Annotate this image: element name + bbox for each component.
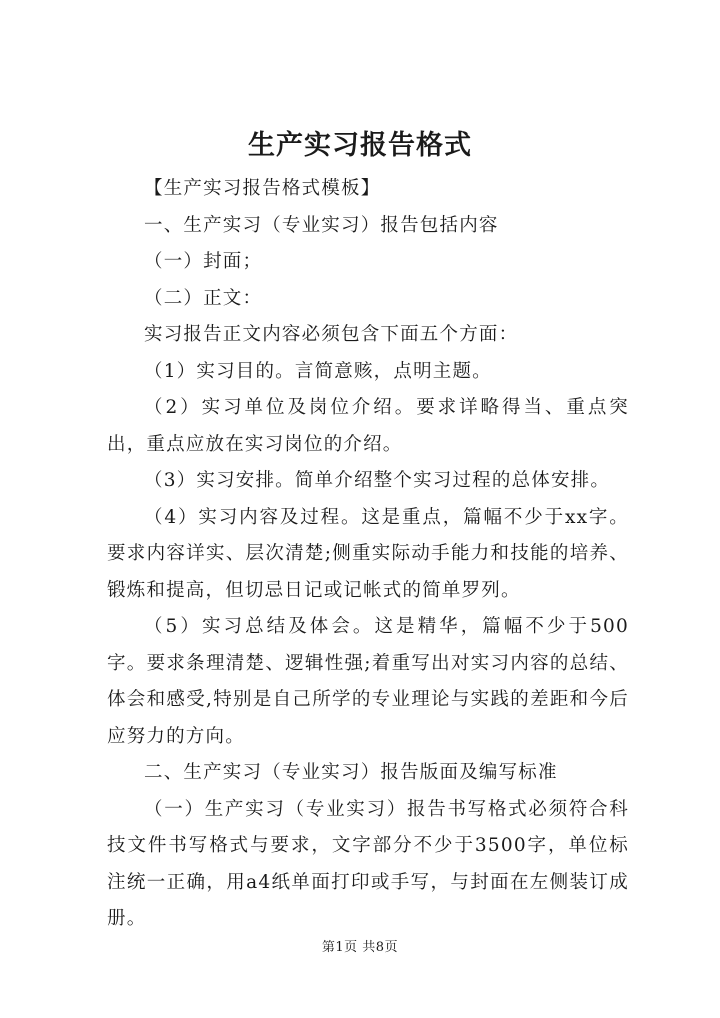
paragraph-item-4: （4）实习内容及过程。这是重点，篇幅不少于xx字。要求内容详实、层次清楚;侧重实际动手能力和技能的培养、锻炼和提高，但切忌日记或记帐式的简单罗列。	[107, 506, 629, 601]
document-title: 生产实习报告格式	[248, 130, 472, 161]
paragraph-section-one-heading: 一、生产实习（专业实习）报告包括内容	[144, 214, 499, 236]
paragraph-item-5: （5）实习总结及体会。这是精华，篇幅不少于500字。要求条理清楚、逻辑性强;着重写出对实习内容的总结、体会和感受,特别是自己所学的专业理论与实践的差距和今后应努力的方向。	[107, 616, 629, 747]
paragraph-item-3: （3）实习安排。简单介绍整个实习过程的总体安排。	[144, 470, 611, 491]
paragraph-five-aspects: 实习报告正文内容必须包含下面五个方面：	[144, 324, 519, 345]
paragraph-format-requirements: （一）生产实习（专业实习）报告书写格式必须符合科技文件书写格式与要求，文字部分不少于3500字，单位标注统一正确，用a4纸单面打印或手写，与封面在左侧装订成册。	[107, 798, 629, 929]
paragraph-item-1: （1）实习目的。言简意赅，点明主题。	[144, 360, 492, 382]
paragraph-template-heading: 【生产实习报告格式模板】	[144, 178, 381, 199]
paragraph-body-text: （二）正文：	[144, 287, 263, 309]
paragraph-cover: （一）封面；	[144, 251, 263, 272]
document-body	[107, 171, 629, 938]
page-number-footer: 第1页 共8页	[321, 940, 399, 955]
paragraph-section-two-heading: 二、生产实习（专业实习）报告版面及编写标准	[144, 762, 558, 783]
paragraph-item-2: （2）实习单位及岗位介绍。要求详略得当、重点突出，重点应放在实习岗位的介绍。	[107, 397, 629, 455]
